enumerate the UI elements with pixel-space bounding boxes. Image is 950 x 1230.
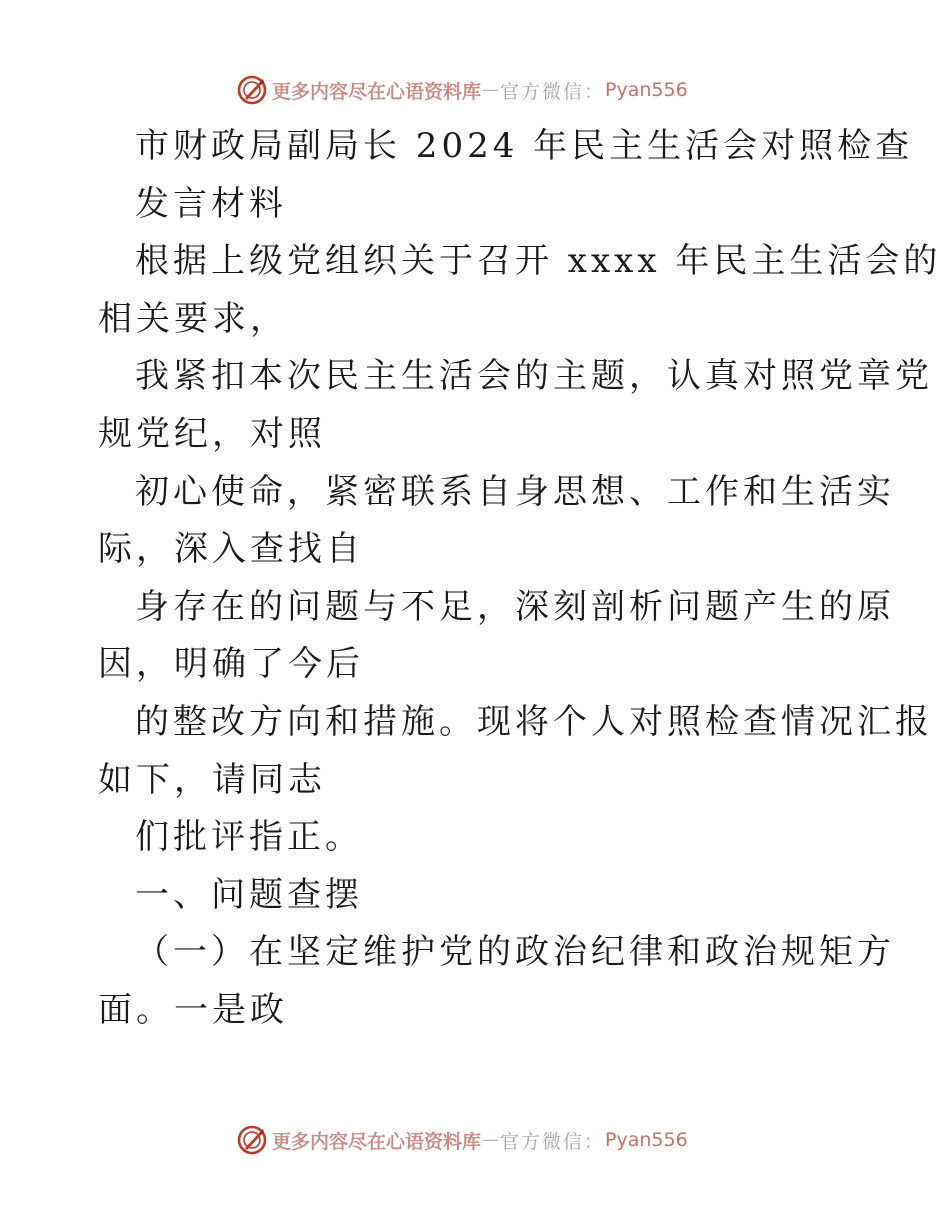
- watermark-site-text: 更多内容尽在心语资料库: [272, 80, 482, 103]
- doc-line: 规党纪，对照: [98, 413, 326, 454]
- doc-line: 际，深入查找自: [98, 529, 364, 570]
- doc-line: 初心使命，紧密联系自身思想、工作和生活实: [135, 471, 895, 512]
- watermark-wechat-id: Pyan556: [605, 79, 688, 101]
- doc-line: 我紧扣本次民主生活会的主题，认真对照党章党: [135, 356, 933, 397]
- pen-logo-icon: [236, 1124, 268, 1156]
- doc-line: 相关要求，: [98, 298, 288, 339]
- doc-line: 一、问题查摆: [135, 874, 363, 915]
- pen-logo-icon: [236, 74, 268, 106]
- doc-line: 根据上级党组织关于召开 xxxx 年民主生活会的: [135, 241, 942, 282]
- header-watermark: [236, 72, 688, 108]
- watermark-dash: —: [482, 1130, 500, 1150]
- doc-line: 如下，请同志: [98, 759, 326, 800]
- doc-line: 市财政局副局长 2024 年民主生活会对照检查: [135, 126, 914, 166]
- watermark-wechat-id: Pyan556: [605, 1129, 688, 1151]
- doc-line: 的整改方向和措施。现将个人对照检查情况汇报: [135, 701, 933, 742]
- doc-line: 们批评指正。: [135, 817, 363, 858]
- doc-line: 身存在的问题与不足，深刻剖析问题产生的原: [135, 586, 895, 627]
- doc-line: （一）在坚定维护党的政治纪律和政治规矩方: [135, 932, 895, 973]
- watermark-dash: —: [482, 80, 500, 100]
- watermark-wechat-label: 官方微信：: [500, 80, 606, 103]
- document-body: [98, 118, 942, 1040]
- watermark-site-text: 更多内容尽在心语资料库: [272, 1130, 482, 1153]
- footer-watermark: [236, 1122, 688, 1158]
- doc-line: 因，明确了今后: [98, 644, 364, 685]
- doc-line: 面。一是政: [98, 989, 288, 1030]
- doc-line: 发言材料: [135, 183, 287, 224]
- watermark-wechat-label: 官方微信：: [500, 1130, 606, 1153]
